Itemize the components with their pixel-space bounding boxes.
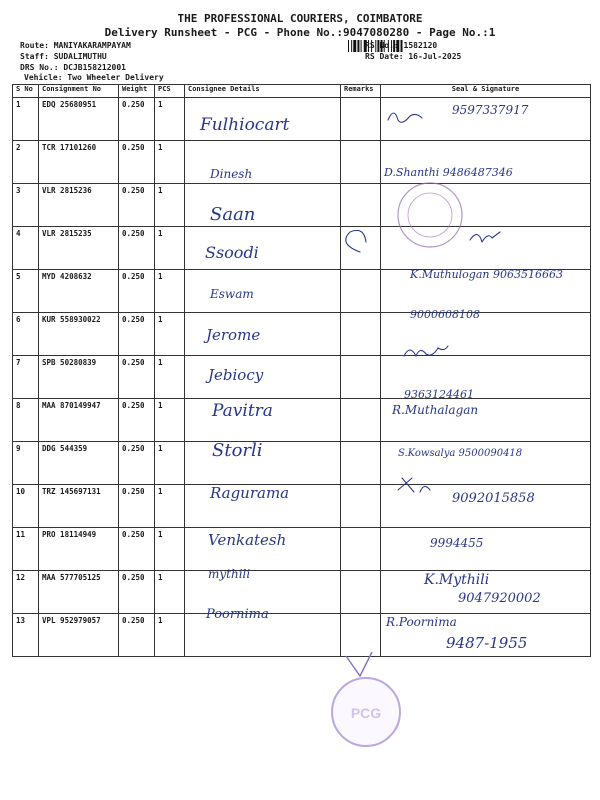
signature-scribble-4 <box>346 230 500 252</box>
row-sno: 9 <box>13 442 39 485</box>
row-weight: 0.250 <box>119 141 155 184</box>
row-weight: 0.250 <box>119 399 155 442</box>
row-consignment-no: EDQ 25680951 <box>39 98 119 141</box>
row-sno: 1 <box>13 98 39 141</box>
row-weight: 0.250 <box>119 184 155 227</box>
signature-scribble-10 <box>398 478 430 492</box>
row-pcs: 1 <box>155 485 185 528</box>
signature-13-name: R.Poornima <box>386 615 457 629</box>
route-label: Route: MANIYAKARAMPAYAM <box>20 41 131 50</box>
consignee-sign-1: Fulhiocart <box>200 115 290 135</box>
signature-10-phone: 9092015858 <box>452 491 535 506</box>
row-pcs: 1 <box>155 399 185 442</box>
consignee-sign-2: Dinesh <box>210 167 253 181</box>
signature-12-phone: 9047920002 <box>458 591 541 606</box>
signature-scribble-7 <box>404 346 448 356</box>
row-weight: 0.250 <box>119 442 155 485</box>
row-weight: 0.250 <box>119 356 155 399</box>
row-consignment-no: TRZ 145697131 <box>39 485 119 528</box>
row-weight: 0.250 <box>119 571 155 614</box>
tick-mark-icon <box>346 652 372 676</box>
signature-6: 9000608108 <box>410 308 480 321</box>
row-consignment-no: SPB 50280839 <box>39 356 119 399</box>
row-consignment-no: PRO 18114949 <box>39 528 119 571</box>
pcg-stamp-text: PCG <box>350 705 382 721</box>
document-title: THE PROFESSIONAL COURIERS, COIMBATORE <box>177 12 423 25</box>
consignee-sign-9: Storli <box>212 440 263 461</box>
row-sno: 7 <box>13 356 39 399</box>
signature-11: 9994455 <box>430 536 484 550</box>
vehicle-label: Vehicle: Two Wheeler Delivery <box>24 73 164 82</box>
consignee-sign-6: Jerome <box>206 326 261 344</box>
row-weight: 0.250 <box>119 485 155 528</box>
row-weight: 0.250 <box>119 528 155 571</box>
staff-label: Staff: SUDALIMUTHU <box>20 52 107 61</box>
row-sno: 4 <box>13 227 39 270</box>
signature-13-phone: 9487-1955 <box>446 634 528 652</box>
header-weight: Weight <box>119 85 155 98</box>
row-pcs: 1 <box>155 313 185 356</box>
signature-scribble-1 <box>388 113 422 122</box>
row-consignment-no: VLR 2815235 <box>39 227 119 270</box>
header-sno: S No <box>13 85 39 98</box>
row-sno: 12 <box>13 571 39 614</box>
row-pcs: 1 <box>155 227 185 270</box>
row-sno: 10 <box>13 485 39 528</box>
row-sno: 3 <box>13 184 39 227</box>
row-weight: 0.250 <box>119 98 155 141</box>
row-pcs: 1 <box>155 356 185 399</box>
row-pcs: 1 <box>155 141 185 184</box>
signature-5: K.Muthulogan 9063516663 <box>410 268 563 281</box>
document-subtitle: Delivery Runsheet - PCG - Phone No.:9047080280 - Page No.:1 <box>104 26 496 39</box>
pcg-stamp <box>332 678 400 746</box>
row-consignment-no: KUR 558930022 <box>39 313 119 356</box>
rs-date: RS Date: 16-Jul-2025 <box>365 52 462 61</box>
consignee-sign-3: Saan <box>210 204 256 225</box>
row-sno: 6 <box>13 313 39 356</box>
header-consignee: Consignee Details <box>185 85 341 98</box>
signature-9: S.Kowsalya 9500090418 <box>398 448 523 459</box>
row-consignment-no: DDG 544359 <box>39 442 119 485</box>
header-signature: Seal & Signature <box>381 85 591 98</box>
row-sno: 13 <box>13 614 39 657</box>
row-weight: 0.250 <box>119 313 155 356</box>
row-weight: 0.250 <box>119 270 155 313</box>
row-pcs: 1 <box>155 98 185 141</box>
consignee-sign-5: Eswam <box>210 287 254 301</box>
row-consignment-no: MAA 577705125 <box>39 571 119 614</box>
header-remarks: Remarks <box>341 85 381 98</box>
drs-label: DRS No.: DCJB158212001 <box>20 63 126 72</box>
consignee-sign-12: mythili <box>208 567 251 581</box>
row-weight: 0.250 <box>119 614 155 657</box>
consignee-sign-8: Pavitra <box>212 401 273 421</box>
signature-phone-1: 9597337917 <box>452 103 529 117</box>
header-pcs: PCS <box>155 85 185 98</box>
header-consignment: Consignment No <box>39 85 119 98</box>
consignee-sign-10: Ragurama <box>210 484 290 502</box>
row-consignment-no: VLR 2815236 <box>39 184 119 227</box>
row-pcs: 1 <box>155 528 185 571</box>
signature-2: D.Shanthi 9486487346 <box>384 166 513 179</box>
row-consignment-no: VPL 952979057 <box>39 614 119 657</box>
signature-8-name: R.Muthalagan <box>392 403 479 417</box>
row-pcs: 1 <box>155 270 185 313</box>
consignee-sign-11: Venkatesh <box>208 531 287 549</box>
signature-8-phone: 9363124461 <box>404 388 474 401</box>
row-sno: 2 <box>13 141 39 184</box>
row-sno: 5 <box>13 270 39 313</box>
consignee-sign-13: Poornima <box>206 607 269 622</box>
consignee-sign-4: Ssoodi <box>205 243 259 262</box>
row-sno: 8 <box>13 399 39 442</box>
signature-12-name: K.Mythili <box>424 572 490 588</box>
row-pcs: 1 <box>155 184 185 227</box>
row-weight: 0.250 <box>119 227 155 270</box>
row-consignment-no: MAA 870149947 <box>39 399 119 442</box>
row-pcs: 1 <box>155 571 185 614</box>
rs-number: RS No.: 1582120 <box>365 41 438 50</box>
office-seal-stamp <box>398 183 462 247</box>
row-sno: 11 <box>13 528 39 571</box>
row-pcs: 1 <box>155 442 185 485</box>
row-consignment-no: MYD 4208632 <box>39 270 119 313</box>
row-consignment-no: TCR 17101260 <box>39 141 119 184</box>
row-pcs: 1 <box>155 614 185 657</box>
consignee-sign-7: Jebiocy <box>208 366 264 384</box>
